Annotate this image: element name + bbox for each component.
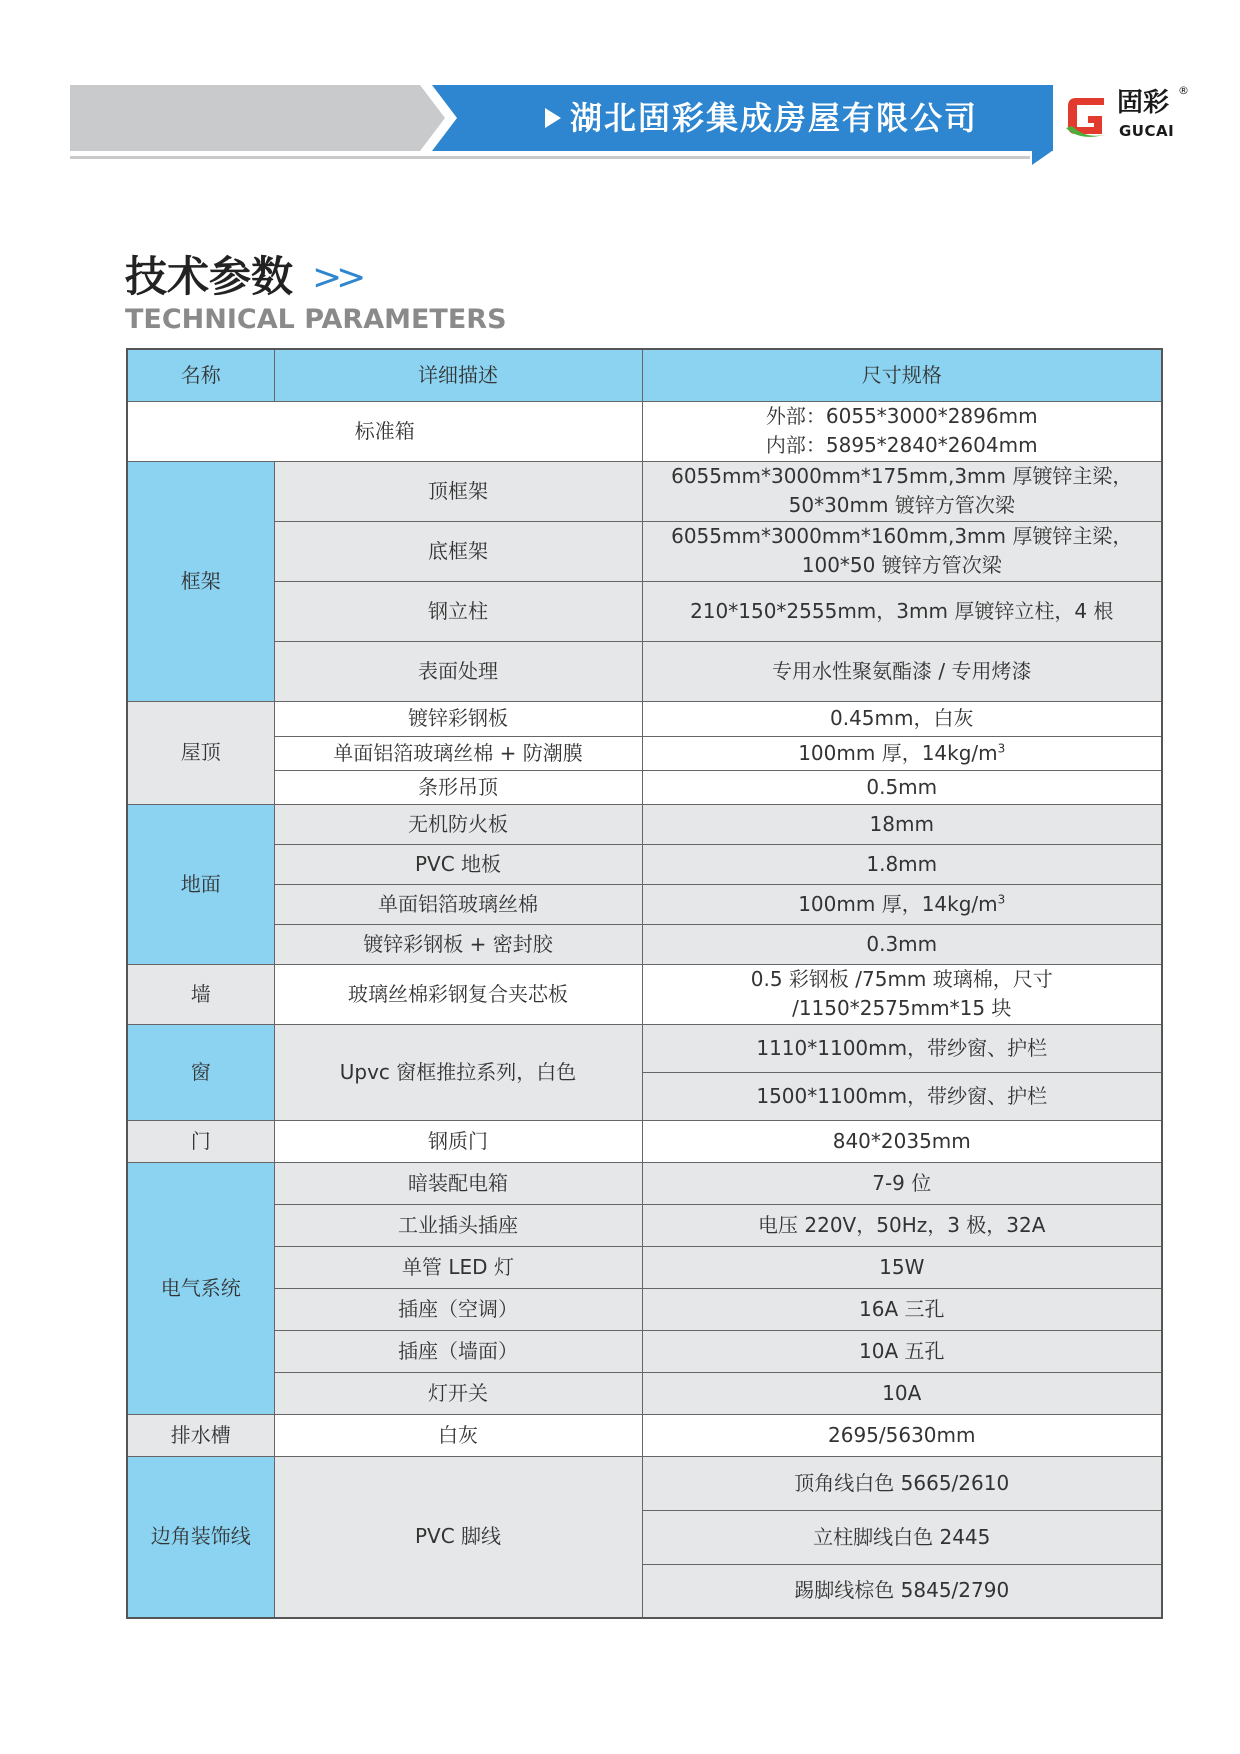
header-desc: 详细描述 (274, 349, 642, 401)
row-desc: 玻璃丝棉彩钢复合夹芯板 (274, 964, 642, 1024)
row-spec: 1110*1100mm，带纱窗、护栏 (642, 1024, 1162, 1072)
table-row (127, 401, 1162, 461)
table-row (127, 1120, 1162, 1162)
spec-table (126, 348, 1163, 1619)
section-title-cn: 技术参数 (125, 252, 294, 301)
table-row (127, 1414, 1162, 1456)
category-roof: 屋顶 (127, 701, 274, 804)
table-row (127, 736, 1162, 770)
row-spec: 7-9 位 (642, 1162, 1162, 1204)
superscript: 3 (997, 740, 1006, 755)
row-desc: 钢立柱 (274, 581, 642, 641)
superscript: 3 (997, 891, 1006, 906)
row-spec: 1.8mm (642, 844, 1162, 884)
spec-line: 内部：5895*2840*2604mm (765, 433, 1038, 457)
row-spec: 踢脚线棕色 5845/2790 (642, 1564, 1162, 1618)
row-desc: 暗装配电箱 (274, 1162, 642, 1204)
table-row (127, 844, 1162, 884)
table-row (127, 924, 1162, 964)
row-spec: 0.45mm，白灰 (642, 701, 1162, 736)
table-row (127, 461, 1162, 521)
logo-chinese-text: 固彩 (1117, 88, 1170, 118)
header-gray-band (70, 85, 450, 151)
row-spec: 16A 三孔 (642, 1288, 1162, 1330)
table-row (127, 581, 1162, 641)
row-desc: 插座（墙面） (274, 1330, 642, 1372)
category-electrical: 电气系统 (127, 1162, 274, 1414)
row-desc: 单面铝箔玻璃丝棉 (274, 884, 642, 924)
table-row (127, 1456, 1162, 1510)
row-desc: 顶框架 (274, 461, 642, 521)
table-row (127, 1288, 1162, 1330)
table-row (127, 1246, 1162, 1288)
row-spec: 18mm (642, 804, 1162, 844)
row-spec: 210*150*2555mm，3mm 厚镀锌立柱，4 根 (642, 581, 1162, 641)
spec-text: 100mm 厚，14kg/m (798, 740, 998, 765)
category-trim: 边角装饰线 (127, 1456, 274, 1618)
row-spec: 10A 五孔 (642, 1330, 1162, 1372)
registered-mark: ® (1178, 84, 1189, 97)
spec-line: 外部：6055*3000*2896mm (765, 404, 1038, 428)
table-row (127, 1204, 1162, 1246)
row-desc: 底框架 (274, 521, 642, 581)
spec-line: 0.5 彩钢板 /75mm 玻璃棉，尺寸 (750, 967, 1053, 991)
row-spec: 电压 220V，50Hz，3 极，32A (642, 1204, 1162, 1246)
table-row (127, 770, 1162, 804)
category-wall: 墙 (127, 964, 274, 1024)
row-spec (642, 521, 1162, 581)
row-spec (642, 884, 1162, 924)
row-spec: 2695/5630mm (642, 1414, 1162, 1456)
row-spec: 840*2035mm (642, 1120, 1162, 1162)
table-row (127, 701, 1162, 736)
row-desc: 无机防火板 (274, 804, 642, 844)
row-spec: 专用水性聚氨酯漆 / 专用烤漆 (642, 641, 1162, 701)
table-row (127, 964, 1162, 1024)
row-desc: 条形吊顶 (274, 770, 642, 804)
row-spec (642, 736, 1162, 770)
table-row (127, 1372, 1162, 1414)
row-desc: 钢质门 (274, 1120, 642, 1162)
company-name: 湖北固彩集成房屋有限公司 (570, 99, 979, 137)
spec-line: 100*50 镀锌方管次梁 (801, 553, 1002, 577)
row-spec: 立柱脚线白色 2445 (642, 1510, 1162, 1564)
row-desc: 单管 LED 灯 (274, 1246, 642, 1288)
row-spec: 15W (642, 1246, 1162, 1288)
row-spec: 顶角线白色 5665/2610 (642, 1456, 1162, 1510)
spec-line: 6055mm*3000mm*175mm,3mm 厚镀锌主梁， (671, 464, 1133, 488)
row-desc: 工业插头插座 (274, 1204, 642, 1246)
row-spec: 0.5mm (642, 770, 1162, 804)
row-desc: 单面铝箔玻璃丝棉 + 防潮膜 (274, 736, 642, 770)
spec-text: 100mm 厚，14kg/m (798, 891, 998, 916)
table-row (127, 521, 1162, 581)
category-door: 门 (127, 1120, 274, 1162)
row-desc: 表面处理 (274, 641, 642, 701)
table-row (127, 884, 1162, 924)
row-desc: PVC 地板 (274, 844, 642, 884)
row-desc: PVC 脚线 (274, 1456, 642, 1618)
category-drain: 排水槽 (127, 1414, 274, 1456)
spec-line: 6055mm*3000mm*160mm,3mm 厚镀锌主梁， (671, 524, 1133, 548)
logo-english-text: GUCAI (1119, 122, 1175, 140)
row-desc: 镀锌彩钢板 (274, 701, 642, 736)
row-spec: 0.3mm (642, 924, 1162, 964)
row-spec: 10A (642, 1372, 1162, 1414)
row-desc: 灯开关 (274, 1372, 642, 1414)
row-desc: Upvc 窗框推拉系列，白色 (274, 1024, 642, 1120)
row-spec (642, 964, 1162, 1024)
header-fold-corner (1032, 151, 1052, 165)
table-row (127, 1330, 1162, 1372)
category-floor: 地面 (127, 804, 274, 964)
header-spec: 尺寸规格 (642, 349, 1162, 401)
header-name: 名称 (127, 349, 274, 401)
gucai-logo-icon (1062, 90, 1114, 142)
category-window: 窗 (127, 1024, 274, 1120)
category-frame: 框架 (127, 461, 274, 701)
header-underline (70, 156, 1030, 159)
table-row (127, 804, 1162, 844)
table-row (127, 1162, 1162, 1204)
row-spec: 1500*1100mm，带纱窗、护栏 (642, 1072, 1162, 1120)
standard-box-name: 标准箱 (127, 401, 642, 461)
row-desc: 白灰 (274, 1414, 642, 1456)
row-desc: 插座（空调） (274, 1288, 642, 1330)
spec-line: /1150*2575mm*15 块 (792, 996, 1012, 1020)
table-row (127, 641, 1162, 701)
standard-box-spec (642, 401, 1162, 461)
table-row (127, 1024, 1162, 1072)
row-desc: 镀锌彩钢板 + 密封胶 (274, 924, 642, 964)
spec-line: 50*30mm 镀锌方管次梁 (788, 493, 1015, 517)
double-chevron-icon: >> (312, 257, 361, 298)
section-title-en: TECHNICAL PARAMETERS (125, 304, 507, 335)
row-spec (642, 461, 1162, 521)
table-header-row (127, 349, 1162, 401)
